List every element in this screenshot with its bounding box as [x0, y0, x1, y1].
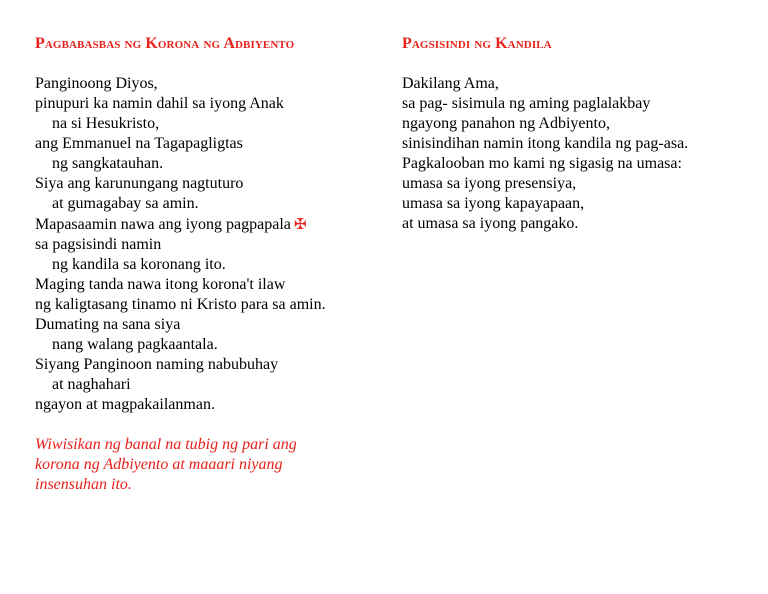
- candle-prayer: [402, 74, 747, 234]
- prayer-line: Siya ang karunungang nagtuturo: [35, 175, 244, 192]
- prayer-line: Siyang Panginoon naming nabubuhay: [35, 356, 279, 373]
- prayer-line: at naghahari: [52, 376, 131, 393]
- prayer-line: Pagkalooban mo kami ng sigasig na umasa:: [402, 155, 682, 172]
- rubric-line: insensuhan ito.: [35, 476, 132, 493]
- prayer-line: ngayong panahon ng Adbiyento,: [402, 115, 610, 132]
- prayer-line: Panginoong Diyos,: [35, 75, 158, 92]
- blessing-prayer: [35, 74, 380, 415]
- prayer-line: ang Emmanuel na Tagapagligtas: [35, 135, 243, 152]
- prayer-line: ng kaligtasang tinamo ni Kristo para sa amin.: [35, 296, 326, 313]
- prayer-line: ngayon at magpakailanman.: [35, 396, 215, 413]
- prayer-line: at umasa sa iyong pangako.: [402, 215, 579, 232]
- prayer-line-with-cross: [35, 214, 380, 235]
- prayer-line: umasa sa iyong kapayapaan,: [402, 195, 585, 212]
- prayer-line: umasa sa iyong presensiya,: [402, 175, 577, 192]
- prayer-line: Dumating na sana siya: [35, 316, 181, 333]
- prayer-line: sinisindihan namin itong kandila ng pag-asa.: [402, 135, 689, 152]
- prayer-line: nang walang pagkaantala.: [52, 336, 218, 353]
- prayer-line-text: Mapasaamin nawa ang iyong pagpapala: [35, 216, 291, 233]
- prayer-line: Dakilang Ama,: [402, 75, 499, 92]
- prayer-line: Maging tanda nawa itong korona't ilaw: [35, 276, 286, 293]
- prayer-line: sa pag- sisimula ng aming paglalakbay: [402, 95, 651, 112]
- prayer-line: na si Hesukristo,: [52, 115, 160, 132]
- prayer-line: sa pagsisindi namin: [35, 236, 162, 253]
- candle-lighting-column: [402, 34, 747, 234]
- candle-lighting-heading: Pagsisindi ng Kandila: [402, 35, 552, 52]
- prayer-line: ng kandila sa koronang ito.: [52, 256, 226, 273]
- rubric-instruction: [35, 435, 380, 495]
- rubric-line: korona ng Adbiyento at maaari niyang: [35, 456, 283, 473]
- prayer-line: pinupuri ka namin dahil sa iyong Anak: [35, 95, 284, 112]
- prayer-line: ng sangkatauhan.: [52, 155, 164, 172]
- blessing-column: [35, 34, 380, 495]
- prayer-line: at gumagabay sa amin.: [52, 195, 199, 212]
- rubric-line: Wiwisikan ng banal na tubig ng pari ang: [35, 436, 297, 453]
- blessing-heading: Pagbabasbas ng Korona ng Adbiyento: [35, 35, 295, 52]
- cross-icon: ✠: [293, 215, 307, 233]
